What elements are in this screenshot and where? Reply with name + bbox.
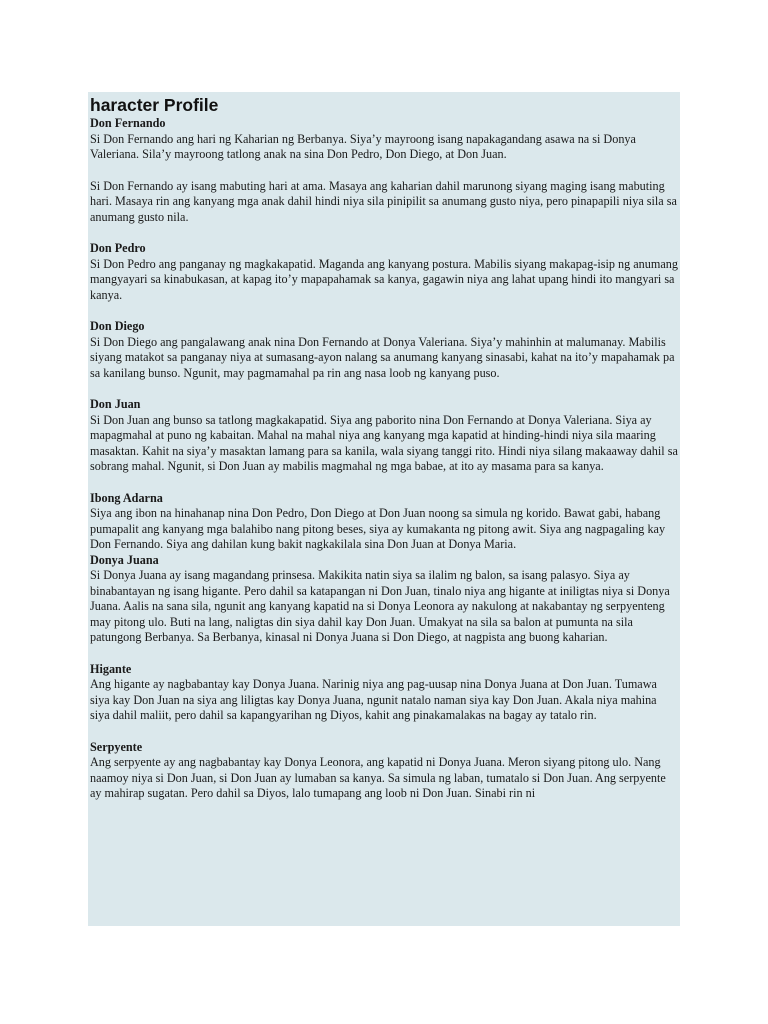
paragraph: Si Donya Juana ay isang magandang prinsesa. Makikita natin siya sa ilalim ng balon, sa isang palasyo. Siya ay binabantayan ng isang higante. Pero dahil sa katapangan ni Don Juan, tinalo niya ang higante at iniligtas niya si Donya Juana. Aalis na sana sila, ngunit ang kanyang kapatid na si Donya Leonora ay nakulong at nakabantay ng serpyenteng may pitong ulo. Buti na lang, naligtas din siya dahil kay Don Juan. Umakyat na sila sa balon at pumunta na sila patungong Berbanya. Sa Berbanya, kinasal ni Donya Juana si Don Diego, at nagpista ang buong kaharian.: [90, 568, 670, 644]
paragraph: Si Don Juan ang bunso sa tatlong magkakapatid. Siya ang paborito nina Don Fernando at Donya Valeriana. Siya ay mapagmahal at puno ng kabaitan. Mahal na mahal niya ang kanyang mga kapatid at hinding-hindi niya sila maaring masaktan. Kahit na siya’y masaktan lamang para sa kanila, wala siyang tanggi rito. Hindi niya silang makaaway dahil sa sobrang mahal. Ngunit, si Don Juan ay mabilis magmahal ng mga babae, at ito ay masama para sa kanya.: [90, 412, 678, 473]
paragraph: Ang serpyente ay ang nagbabantay kay Donya Leonora, ang kapatid ni Donya Juana. Meron siyang pitong ulo. Nang naamoy niya si Don Juan, si Don Juan ay lumaban sa kanya. Sa simula ng laban, tumatalo si Don Juan. Ang serpyente ay mahirap sugatan. Pero dahil sa Diyos, lalo tumapang ang loob ni Don Juan. Sinabi rin ni: [90, 755, 666, 800]
section-heading: Donya Juana: [90, 552, 159, 567]
section-serpyente: [90, 740, 679, 802]
paragraph: Si Don Diego ang pangalawang anak nina Don Fernando at Donya Valeriana. Siya’y mahinhin at malumanay. Mabilis siyang matakot sa panganay niya at sumasang-ayon nalang sa anumang kanyang sinasabi, kahat na ito’y mapahamak pa sa kanilang bunso. Ngunit, may pagmamahal pa rin ang nasa loob ng kanyang puso.: [90, 334, 675, 380]
section-heading: Higante: [90, 661, 132, 676]
document-title: haracter Profile: [90, 95, 219, 115]
section-spacer: [90, 225, 679, 241]
document-page: [88, 92, 680, 926]
section-spacer: [90, 381, 679, 397]
section-spacer: [90, 475, 679, 491]
section-heading: Don Juan: [90, 397, 141, 411]
paragraph: Si Don Pedro ang panganay ng magkakapatid. Maganda ang kanyang postura. Mabilis siyang makapag-isip ng anumang mangyayari sa kinabukasan, at kapag ito’y mapapahamak sa kanya, gagawin niya ang lahat upang hindi ito mangyari sa kanya.: [90, 256, 678, 302]
paragraph: Siya ang ibon na hinahanap nina Don Pedro, Don Diego at Don Juan noong sa simula ng korido. Bawat gabi, habang pumapalit ang kanyang mga balahibo nang pitong beses, siya ay kumakanta ng pitong awit. Siya ang nagpagaling kay Don Fernando. Siya ang dahilan kung bakit nagkakilala sina Don Juan at Donya Maria.: [90, 506, 666, 551]
section-don-fernando: [90, 116, 679, 225]
section-ibong-adarna: [90, 491, 679, 553]
section-higante: [90, 662, 679, 724]
section-don-diego: [90, 319, 679, 381]
section-heading: Don Fernando: [90, 116, 166, 130]
section-heading: Don Pedro: [90, 241, 146, 255]
section-don-pedro: [90, 241, 679, 303]
paragraph: Ang higante ay nagbabantay kay Donya Juana. Narinig niya ang pag-uusap nina Donya Juana at Don Juan. Tumawa siya kay Don Juan na siya ang liligtas kay Donya Juana, ngunit natalo naman siya kay Don Juan. Akala niya mahina siya dahil maliit, pero dahil sa kapangyarihan ng Diyos, kahit ang pinakamalakas na bagay ay tatalo rin.: [90, 677, 657, 722]
section-heading: Ibong Adarna: [90, 490, 163, 505]
paragraph: Si Don Fernando ang hari ng Kaharian ng Berbanya. Siya’y mayroong isang napakagandang asawa na si Donya Valeriana. Sila’y mayroong tatlong anak na sina Don Pedro, Don Diego, at Don Juan.: [90, 131, 636, 161]
paragraph: Si Don Fernando ay isang mabuting hari at ama. Masaya ang kaharian dahil marunong siyang maging isang mabuting hari. Masaya rin ang kanyang mga anak dahil hindi niya sila pinipilit sa anumang gusto niya, pero pinapapili niya sila sa anumang gusto nila.: [90, 178, 677, 224]
section-heading: Don Diego: [90, 319, 145, 333]
section-spacer: [90, 303, 679, 319]
section-donya-juana: [90, 553, 679, 646]
section-heading: Serpyente: [90, 739, 143, 754]
section-spacer: [90, 646, 679, 662]
section-spacer: [90, 724, 679, 740]
paragraph-spacer: [90, 163, 679, 179]
section-don-juan: [90, 397, 679, 475]
